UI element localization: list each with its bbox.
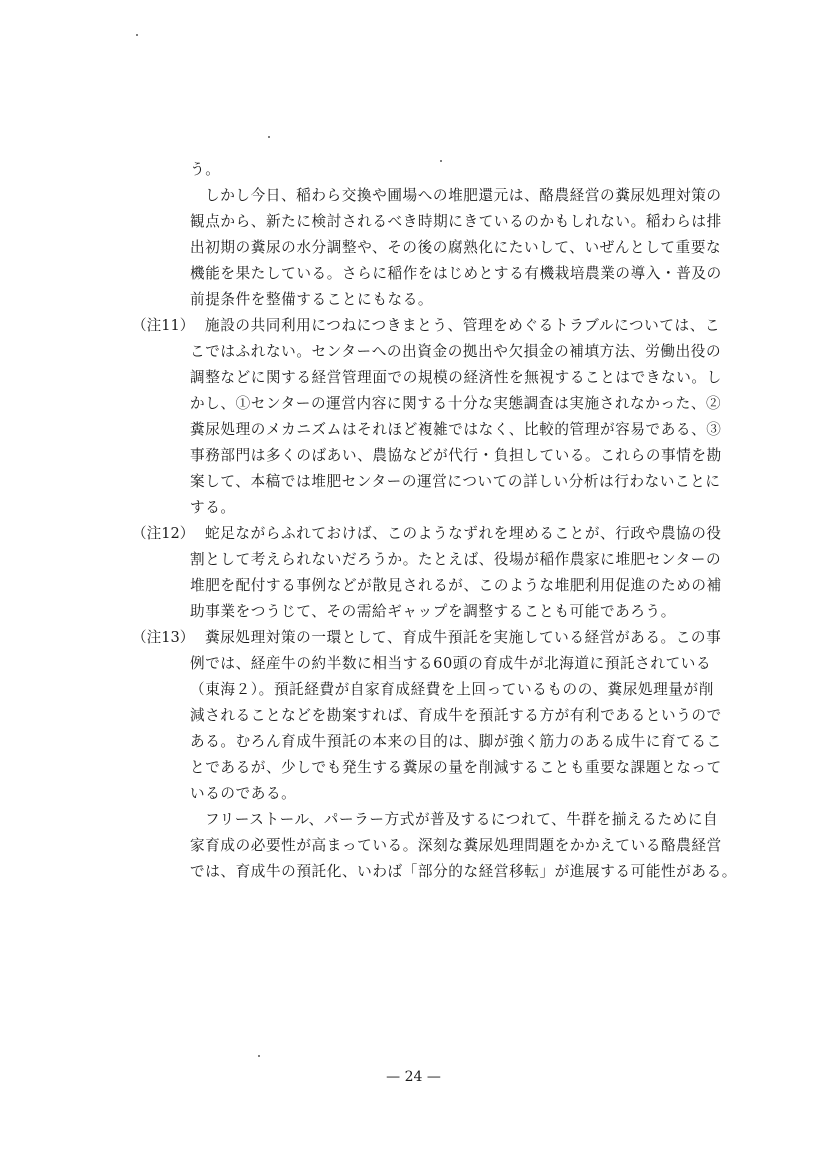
body-text-line: 前提条件を整備することにもなる。 bbox=[190, 291, 434, 308]
note-text-line: 堆肥を配付する事例などが散見されるが、このような堆肥利用促進のための補 bbox=[190, 577, 722, 594]
body-text-line: しかし今日、稲わら交換や圃場への堆肥還元は、酪農経営の糞尿処理対策の bbox=[205, 187, 722, 204]
note-text-line: とであるが、少しでも発生する糞尿の量を削減することも重要な課題となって bbox=[190, 759, 722, 776]
note-text-line: かし、①センターの運営内容に関する十分な実態調査は実施されなかった、② bbox=[190, 395, 722, 412]
note-text-line: 施設の共同利用につねにつきまとう、管理をめぐるトラブルについては、こ bbox=[205, 317, 721, 334]
note-text-line: 事務部門は多くのばあい、農協などが代行・負担している。これらの事情を勘 bbox=[190, 447, 722, 464]
scan-speck bbox=[136, 34, 138, 36]
note-text-line: いるのである。 bbox=[190, 785, 297, 802]
note-label: （注13） bbox=[132, 629, 195, 646]
note-text-line: する。 bbox=[190, 499, 236, 516]
note-text-line: 蛇足ながらふれておけば、このようなずれを埋めることが、行政や農協の役 bbox=[205, 525, 722, 542]
note-text-line: 家育成の必要性が高まっている。深刻な糞尿処理問題をかかえている酪農経営 bbox=[190, 837, 722, 854]
note-text-line: （東海２）。預託経費が自家育成経費を上回っているものの、糞尿処理量が削 bbox=[190, 681, 714, 698]
scan-speck bbox=[268, 136, 270, 138]
note-text-line: 調整などに関する経営管理面での規模の経済性を無視することはできない。し bbox=[190, 369, 722, 386]
note-text-line: では、育成牛の預託化、いわば「部分的な経営移転」が進展する可能性がある。 bbox=[190, 863, 737, 880]
note-text-line: 助事業をつうじて、その需給ギャップを調整することも可能であろう。 bbox=[190, 603, 676, 620]
note-label: （注11） bbox=[132, 317, 195, 334]
note-text-line: 例では、経産牛の約半数に相当する60頭の育成牛が北海道に預託されている bbox=[190, 655, 712, 672]
scan-speck bbox=[258, 1055, 260, 1057]
page-number: — 24 — bbox=[386, 1069, 441, 1085]
note-text-line: 糞尿処理のメカニズムはそれほど複雑ではなく、比較的管理が容易である、③ bbox=[190, 421, 722, 438]
body-text-line: 観点から、新たに検討されるべき時期にきているのかもしれない。稲わらは排 bbox=[190, 213, 722, 230]
note-text-line: フリーストール、パーラー方式が普及するにつれて、牛群を揃えるために自 bbox=[205, 811, 719, 828]
note-text-line: 糞尿処理対策の一環として、育成牛預託を実施している経営がある。この事 bbox=[205, 629, 722, 646]
body-text-line: 機能を果たしている。さらに稲作をはじめとする有機栽培農業の導入・普及の bbox=[190, 265, 722, 282]
body-text-line: 出初期の糞尿の水分調整や、その後の腐熟化にたいして、いぜんとして重要な bbox=[190, 239, 722, 256]
note-label: （注12） bbox=[132, 525, 195, 542]
note-text-line: 割として考えられないだろうか。たとえば、役場が稲作農家に堆肥センターの bbox=[190, 551, 722, 568]
note-text-line: ある。むろん育成牛預託の本来の目的は、脚が強く筋力のある成牛に育てるこ bbox=[190, 733, 722, 750]
note-text-line: 減されることなどを勘案すれば、育成牛を預託する方が有利であるというので bbox=[190, 707, 722, 724]
note-text-line: 案して、本稿では堆肥センターの運営についての詳しい分析は行わないことに bbox=[190, 473, 721, 490]
body-text-line: う。 bbox=[190, 161, 221, 178]
note-text-line: こではふれない。センターへの出資金の拠出や欠損金の補填方法、労働出役の bbox=[190, 343, 722, 360]
